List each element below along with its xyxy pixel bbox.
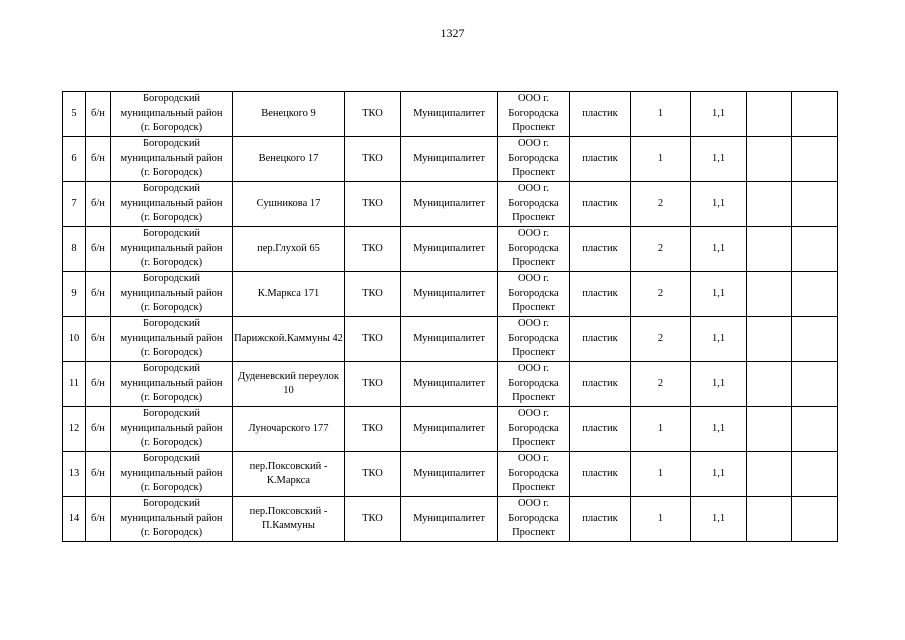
cell-waste-type: ТКО <box>345 182 401 227</box>
cell-waste-type: ТКО <box>345 92 401 137</box>
cell-count: 1 <box>631 407 691 452</box>
cell-address: Дуденевский переулок 10 <box>233 362 345 407</box>
table-row <box>63 407 838 452</box>
cell-empty-1 <box>747 272 792 317</box>
cell-material: пластик <box>570 92 631 137</box>
cell-empty-1 <box>747 407 792 452</box>
cell-address: пер.Глухой 65 <box>233 227 345 272</box>
cell-count: 2 <box>631 227 691 272</box>
cell-volume: 1,1 <box>691 452 747 497</box>
cell-bn: б/н <box>86 182 111 227</box>
cell-owner: Муниципалитет <box>401 182 498 227</box>
cell-district: Богородский муниципальный район (г. Богородск) <box>111 362 233 407</box>
cell-district: Богородский муниципальный район (г. Богородск) <box>111 407 233 452</box>
cell-num: 8 <box>63 227 86 272</box>
cell-empty-1 <box>747 497 792 542</box>
cell-material: пластик <box>570 227 631 272</box>
cell-owner: Муниципалитет <box>401 227 498 272</box>
waste-sites-table <box>62 91 838 542</box>
cell-material: пластик <box>570 452 631 497</box>
cell-owner: Муниципалитет <box>401 362 498 407</box>
cell-operator: ООО г. Богородска Проспект <box>498 137 570 182</box>
table-row <box>63 497 838 542</box>
cell-waste-type: ТКО <box>345 317 401 362</box>
cell-bn: б/н <box>86 497 111 542</box>
cell-empty-2 <box>792 362 838 407</box>
cell-volume: 1,1 <box>691 92 747 137</box>
cell-owner: Муниципалитет <box>401 137 498 182</box>
cell-operator: ООО г. Богородска Проспект <box>498 317 570 362</box>
cell-address: Парижской.Каммуны 42 <box>233 317 345 362</box>
cell-num: 13 <box>63 452 86 497</box>
cell-volume: 1,1 <box>691 272 747 317</box>
cell-empty-2 <box>792 227 838 272</box>
cell-district: Богородский муниципальный район (г. Богородск) <box>111 272 233 317</box>
cell-address: Сушникова 17 <box>233 182 345 227</box>
table-body <box>63 92 838 542</box>
cell-count: 2 <box>631 317 691 362</box>
cell-volume: 1,1 <box>691 497 747 542</box>
cell-address: Венецкого 9 <box>233 92 345 137</box>
cell-operator: ООО г. Богородска Проспект <box>498 182 570 227</box>
cell-waste-type: ТКО <box>345 362 401 407</box>
cell-empty-1 <box>747 317 792 362</box>
cell-empty-2 <box>792 497 838 542</box>
cell-empty-2 <box>792 92 838 137</box>
cell-district: Богородский муниципальный район (г. Богородск) <box>111 137 233 182</box>
cell-count: 1 <box>631 497 691 542</box>
cell-material: пластик <box>570 497 631 542</box>
cell-volume: 1,1 <box>691 362 747 407</box>
cell-empty-1 <box>747 92 792 137</box>
cell-num: 10 <box>63 317 86 362</box>
cell-waste-type: ТКО <box>345 407 401 452</box>
cell-waste-type: ТКО <box>345 272 401 317</box>
cell-operator: ООО г. Богородска Проспект <box>498 272 570 317</box>
cell-owner: Муниципалитет <box>401 407 498 452</box>
table-row <box>63 137 838 182</box>
cell-material: пластик <box>570 407 631 452</box>
cell-bn: б/н <box>86 362 111 407</box>
cell-empty-1 <box>747 452 792 497</box>
cell-owner: Муниципалитет <box>401 317 498 362</box>
cell-district: Богородский муниципальный район (г. Богородск) <box>111 182 233 227</box>
table-row <box>63 317 838 362</box>
cell-waste-type: ТКО <box>345 452 401 497</box>
cell-district: Богородский муниципальный район (г. Богородск) <box>111 92 233 137</box>
cell-operator: ООО г. Богородска Проспект <box>498 452 570 497</box>
cell-empty-2 <box>792 317 838 362</box>
table-row <box>63 227 838 272</box>
cell-address: Луночарского 177 <box>233 407 345 452</box>
cell-bn: б/н <box>86 317 111 362</box>
cell-district: Богородский муниципальный район (г. Богородск) <box>111 497 233 542</box>
cell-owner: Муниципалитет <box>401 272 498 317</box>
cell-empty-1 <box>747 182 792 227</box>
cell-bn: б/н <box>86 137 111 182</box>
cell-empty-2 <box>792 272 838 317</box>
table-row <box>63 182 838 227</box>
cell-empty-1 <box>747 227 792 272</box>
cell-operator: ООО г. Богородска Проспект <box>498 92 570 137</box>
table-row <box>63 362 838 407</box>
cell-material: пластик <box>570 317 631 362</box>
cell-address: Венецкого 17 <box>233 137 345 182</box>
cell-address: К.Маркса 171 <box>233 272 345 317</box>
cell-count: 2 <box>631 362 691 407</box>
cell-num: 6 <box>63 137 86 182</box>
cell-count: 2 <box>631 182 691 227</box>
cell-operator: ООО г. Богородска Проспект <box>498 407 570 452</box>
cell-count: 1 <box>631 137 691 182</box>
cell-waste-type: ТКО <box>345 137 401 182</box>
cell-district: Богородский муниципальный район (г. Богородск) <box>111 317 233 362</box>
table-row <box>63 452 838 497</box>
cell-num: 9 <box>63 272 86 317</box>
table-row <box>63 272 838 317</box>
cell-num: 12 <box>63 407 86 452</box>
cell-num: 11 <box>63 362 86 407</box>
cell-num: 7 <box>63 182 86 227</box>
cell-volume: 1,1 <box>691 227 747 272</box>
cell-material: пластик <box>570 137 631 182</box>
cell-material: пластик <box>570 362 631 407</box>
cell-material: пластик <box>570 272 631 317</box>
cell-address: пер.Поксовский - П.Каммуны <box>233 497 345 542</box>
cell-operator: ООО г. Богородска Проспект <box>498 497 570 542</box>
cell-waste-type: ТКО <box>345 497 401 542</box>
cell-bn: б/н <box>86 452 111 497</box>
cell-volume: 1,1 <box>691 407 747 452</box>
cell-num: 5 <box>63 92 86 137</box>
cell-district: Богородский муниципальный район (г. Богородск) <box>111 452 233 497</box>
cell-material: пластик <box>570 182 631 227</box>
cell-operator: ООО г. Богородска Проспект <box>498 227 570 272</box>
cell-waste-type: ТКО <box>345 227 401 272</box>
cell-bn: б/н <box>86 227 111 272</box>
cell-num: 14 <box>63 497 86 542</box>
cell-district: Богородский муниципальный район (г. Богородск) <box>111 227 233 272</box>
cell-address: пер.Поксовский - К.Маркса <box>233 452 345 497</box>
cell-count: 1 <box>631 92 691 137</box>
cell-empty-2 <box>792 137 838 182</box>
cell-owner: Муниципалитет <box>401 92 498 137</box>
cell-empty-2 <box>792 182 838 227</box>
cell-volume: 1,1 <box>691 137 747 182</box>
cell-owner: Муниципалитет <box>401 452 498 497</box>
cell-empty-1 <box>747 137 792 182</box>
cell-owner: Муниципалитет <box>401 497 498 542</box>
page-number: 1327 <box>440 26 465 40</box>
cell-volume: 1,1 <box>691 182 747 227</box>
cell-bn: б/н <box>86 407 111 452</box>
cell-operator: ООО г. Богородска Проспект <box>498 362 570 407</box>
table-row <box>63 92 838 137</box>
cell-empty-1 <box>747 362 792 407</box>
cell-empty-2 <box>792 407 838 452</box>
cell-volume: 1,1 <box>691 317 747 362</box>
cell-count: 2 <box>631 272 691 317</box>
cell-empty-2 <box>792 452 838 497</box>
cell-count: 1 <box>631 452 691 497</box>
cell-bn: б/н <box>86 272 111 317</box>
cell-bn: б/н <box>86 92 111 137</box>
